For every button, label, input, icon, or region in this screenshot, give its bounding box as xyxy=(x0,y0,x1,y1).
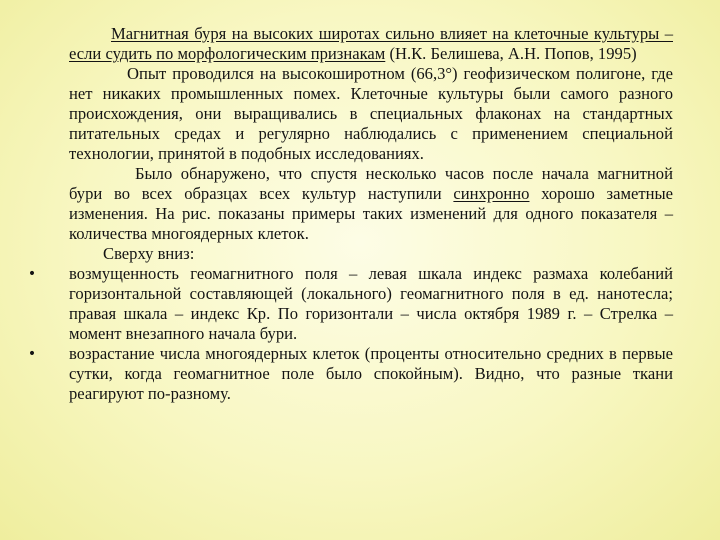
citation-text: (Н.К. Белишева, А.Н. Попов, 1995) xyxy=(389,44,637,63)
experiment-paragraph: Опыт проводился на высокоширотном (66,3°) геофизическом полигоне, где нет никаких промышленных помех. Клеточные культуры были самого разного происхождения, они выращивались в специальных флаконах на стандартных питательных средах и регулярно наблюдались с применением специальной технологии, принятой в подобных исследованиях. xyxy=(69,64,673,163)
bullet-text: возрастание числа многоядерных клеток (проценты относительно средних в первые сутки, когда геомагнитное поле было спокойным). Видно, что разные ткани реагируют по-разному. xyxy=(69,344,673,403)
findings-text-b: хорошо заметные изменения. На рис. показаны примеры таких изменений для одного показателя – количества многоядерных клеток. xyxy=(69,184,673,243)
intro-underlined-text: Магнитная буря на высоких широтах сильно влияет на клеточные культуры – если судить по морфологическим признакам xyxy=(69,24,673,63)
bullet-text: возмущенность геомагнитного поля – левая шкала индекс размаха колебаний горизонтальной составляющей (локального) геомагнитного поля в ед. нанотесла; правая шкала – индекс Кр. По горизонтали – числа октября 1989 г. – Стрелка – момент внезапного начала бури. xyxy=(69,264,673,343)
findings-text-a: Было обнаружено, что спустя несколько часов после начала магнитной бури во всех образцах всех культур наступили xyxy=(69,164,673,203)
findings-underlined-word: синхронно xyxy=(453,184,530,203)
top-down-label: Сверху вниз: xyxy=(103,244,195,263)
bullet-list xyxy=(27,264,673,404)
bullet-item-cells xyxy=(27,344,673,404)
bullet-item-geomagnetic xyxy=(27,264,673,344)
findings-paragraph xyxy=(69,164,673,244)
bullet-icon: • xyxy=(27,266,37,282)
bullet-icon: • xyxy=(27,346,37,362)
intro-paragraph xyxy=(69,24,673,64)
slide-content xyxy=(27,24,673,404)
